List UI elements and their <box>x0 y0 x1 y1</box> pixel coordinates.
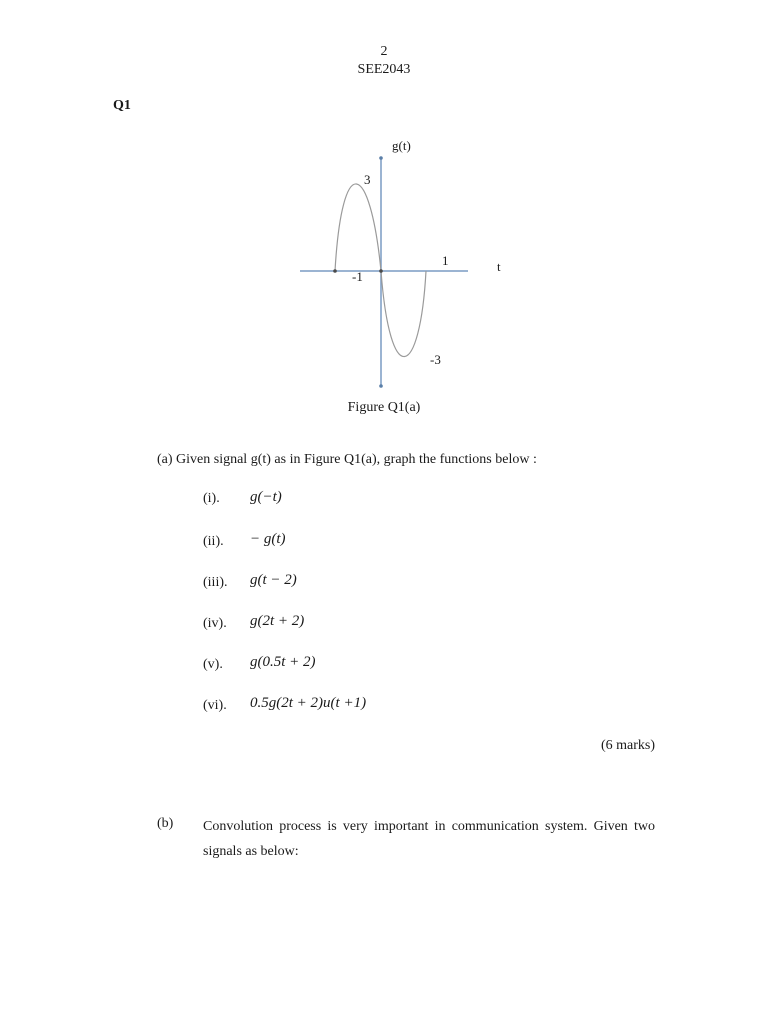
trough-label: -3 <box>430 352 441 367</box>
item-label: (vi). <box>203 698 227 713</box>
marks-label: (6 marks) <box>600 738 655 753</box>
part-b-text: Convolution process is very important in communication system. Given two signals as below: <box>203 819 655 859</box>
curve-origin-dot <box>379 269 383 273</box>
x-axis-label: t <box>497 259 501 274</box>
y-axis-label: g(t) <box>392 138 411 153</box>
course-code: SEE2043 <box>357 62 411 77</box>
item-expression: g(2t + 2) <box>250 613 305 629</box>
page-number: 2 <box>380 44 388 59</box>
item-label: (v). <box>203 657 223 672</box>
figure-caption: Figure Q1(a) <box>347 400 421 415</box>
question-label: Q1 <box>113 98 131 113</box>
signal-figure <box>290 130 520 400</box>
part-a-prompt: (a) Given signal g(t) as in Figure Q1(a), graph the functions below : <box>157 452 537 467</box>
y-axis-top-dot <box>379 156 383 160</box>
item-label: (i). <box>203 491 220 506</box>
item-label: (iv). <box>203 616 227 631</box>
item-expression: g(0.5t + 2) <box>250 654 316 670</box>
part-b-label: (b) <box>157 816 174 831</box>
item-label: (iii). <box>203 575 228 590</box>
peak-label: 3 <box>364 172 371 187</box>
x-neg-label: -1 <box>352 269 363 284</box>
item-expression: 0.5g(2t + 2)u(t +1) <box>250 695 367 711</box>
item-expression: g(t − 2) <box>250 572 297 588</box>
item-expression: − g(t) <box>250 531 286 547</box>
x-pos-label: 1 <box>442 253 449 268</box>
item-label: (ii). <box>203 534 224 549</box>
item-expression: g(−t) <box>250 489 282 505</box>
y-axis-bottom-dot <box>379 384 383 388</box>
curve-start-dot <box>333 269 337 273</box>
